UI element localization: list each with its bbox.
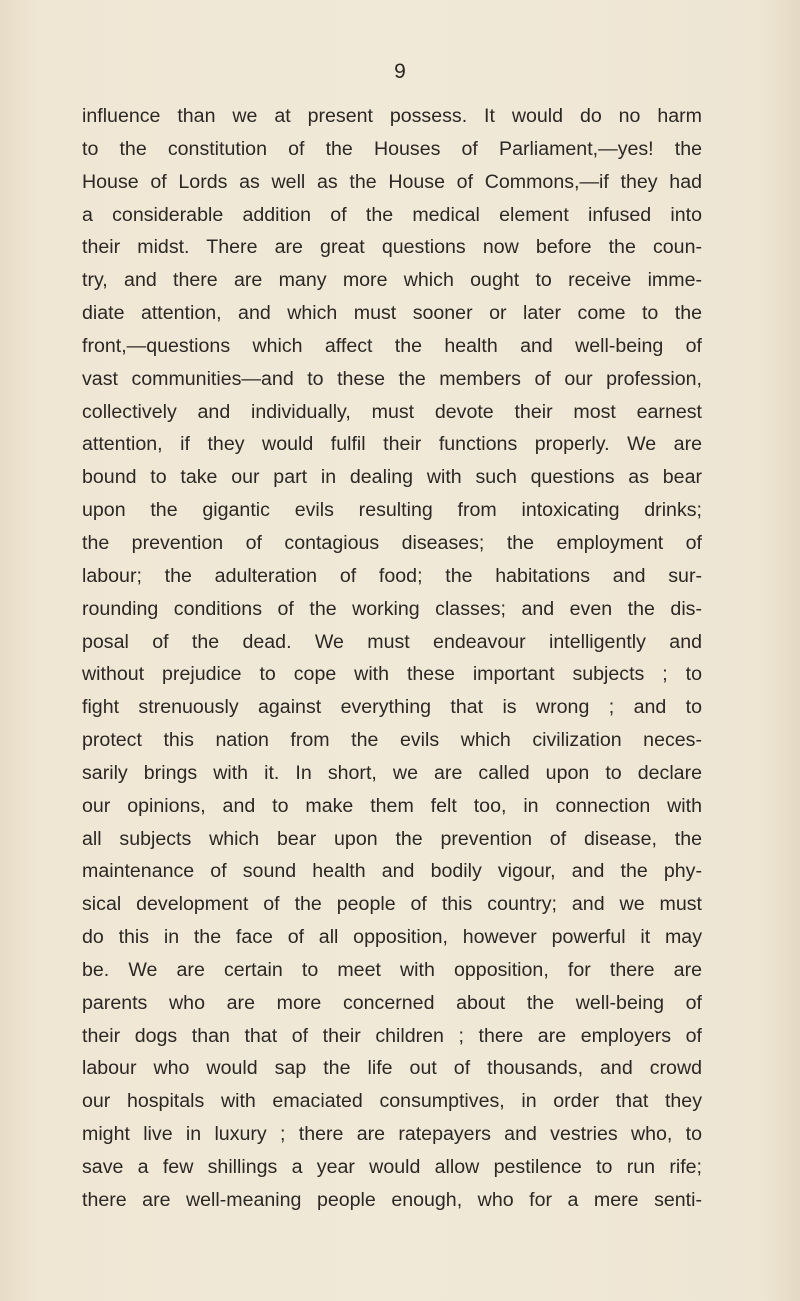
text-line: vast communities—and to these the members of our profession,: [82, 367, 702, 390]
text-line: collectively and individually, must devote their most earnest: [82, 400, 702, 423]
text-line: without prejudice to cope with these important subjects ; to: [82, 663, 702, 686]
text-line: the prevention of contagious diseases; the employment of: [82, 531, 702, 554]
text-line: sarily brings with it. In short, we are called upon to declare: [82, 761, 702, 784]
text-line: House of Lords as well as the House of Commons,—if they had: [82, 170, 702, 193]
text-line: our opinions, and to make them felt too, in connection with: [82, 794, 702, 817]
text-line: might live in luxury ; there are ratepayers and vestries who, to: [82, 1123, 702, 1146]
text-line: to the constitution of the Houses of Parliament,—yes! the: [82, 137, 702, 160]
text-line: their dogs than that of their children ; there are employers of: [82, 1024, 702, 1047]
text-line: front,—questions which affect the health and well-being of: [82, 334, 702, 357]
text-line: upon the gigantic evils resulting from intoxicating drinks;: [82, 499, 702, 522]
text-line: rounding conditions of the working classes; and even the dis-: [82, 597, 702, 620]
text-line: labour; the adulteration of food; the habitations and sur-: [82, 564, 702, 587]
text-line: maintenance of sound health and bodily vigour, and the phy-: [82, 860, 702, 883]
body-text: [82, 100, 702, 1217]
text-line: attention, if they would fulfil their functions properly. We are: [82, 433, 702, 456]
text-line: save a few shillings a year would allow pestilence to run rife;: [82, 1156, 702, 1178]
text-line: try, and there are many more which ought to receive imme-: [82, 269, 702, 292]
text-line: all subjects which bear upon the prevention of disease, the: [82, 827, 702, 850]
text-line: bound to take our part in dealing with such questions as bear: [82, 466, 702, 489]
page-number: 9: [394, 60, 406, 83]
text-line: there are well-meaning people enough, who for a mere senti-: [82, 1188, 702, 1211]
text-line: fight strenuously against everything that is wrong ; and to: [82, 696, 702, 719]
text-line: sical development of the people of this country; and we must: [82, 893, 702, 916]
text-line: diate attention, and which must sooner or later come to the: [82, 302, 702, 325]
text-line: labour who would sap the life out of thousands, and crowd: [82, 1057, 702, 1080]
text-line: be. We are certain to meet with opposition, for there are: [82, 958, 702, 981]
text-line: a considerable addition of the medical element infused into: [82, 203, 702, 226]
text-line: posal of the dead. We must endeavour intelligently and: [82, 630, 702, 653]
text-line: do this in the face of all opposition, however powerful it may: [82, 926, 702, 949]
text-line: protect this nation from the evils which civilization neces-: [82, 729, 702, 752]
text-line: influence than we at present possess. It would do no harm: [82, 105, 702, 127]
text-line: our hospitals with emaciated consumptives, in order that they: [82, 1090, 702, 1113]
text-line: their midst. There are great questions now before the coun-: [82, 236, 702, 259]
text-line: parents who are more concerned about the well-being of: [82, 991, 702, 1014]
